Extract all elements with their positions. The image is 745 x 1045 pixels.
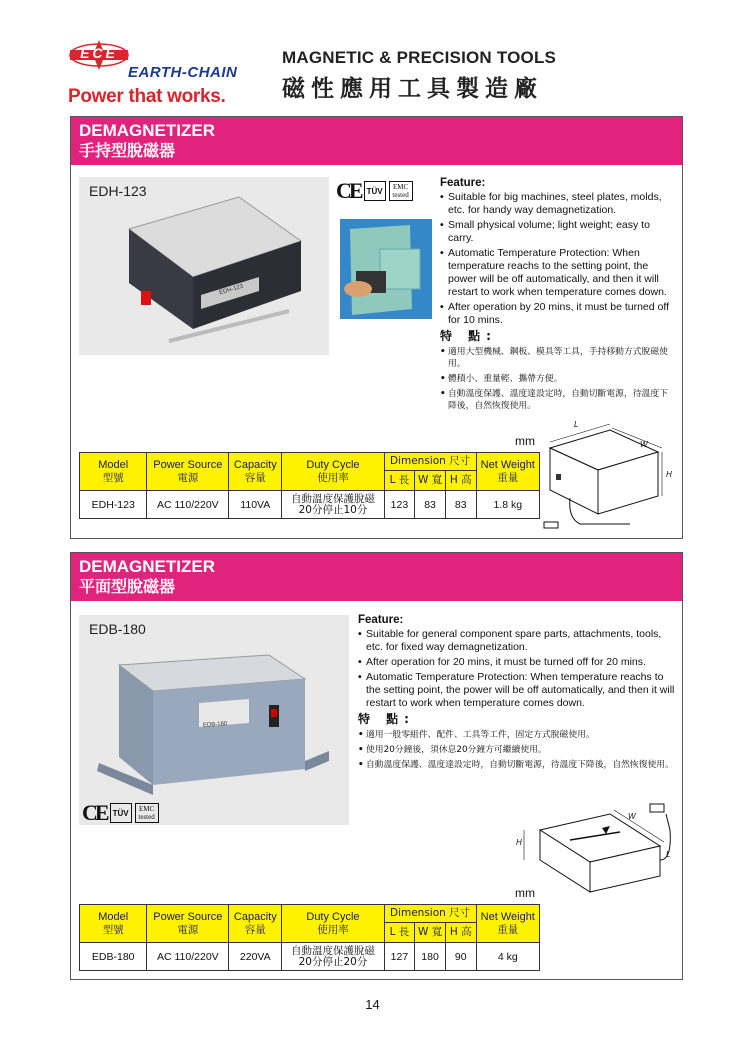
- cell-l: 127: [384, 943, 415, 971]
- cell-h: 83: [445, 491, 476, 519]
- feature-list-edh-123: [440, 177, 676, 415]
- feature-list-edb-180: [358, 614, 680, 774]
- th-model: Model 型號: [80, 905, 147, 943]
- th-model: Model 型號: [80, 453, 147, 491]
- feature-item-zh: • 適用大型機械、鋼板、模具等工具，手持移動方式脫磁使用。: [440, 346, 676, 370]
- th-duty: Duty Cycle 使用率: [282, 453, 384, 491]
- feature-item: • Automatic Temperature Protection: When temperature reachs to the setting point, the power will be off automatically, and then it will restart to work when temperature comes down.: [358, 671, 680, 710]
- th-dimension: Dimension 尺寸: [384, 453, 476, 471]
- logo-initials: ECE: [80, 45, 118, 61]
- cell-capacity: 220VA: [229, 943, 282, 971]
- certification-marks: [82, 800, 159, 826]
- cell-weight: 4 kg: [476, 943, 539, 971]
- unit-label: mm: [515, 434, 535, 448]
- feature-item-zh: • 使用20分鐘後，須休息20分鐘方可繼續使用。: [358, 744, 680, 756]
- th-dimension: Dimension 尺寸: [384, 905, 476, 923]
- dim-label-h: H: [516, 838, 522, 847]
- ce-mark-icon: CE: [82, 800, 107, 825]
- dimension-drawing-edb-180: [510, 800, 680, 900]
- section-title-zh: 平面型脫磁器: [79, 577, 176, 596]
- th-l: L 長: [384, 471, 415, 491]
- th-h: H 高: [445, 923, 476, 943]
- cell-duty: 自動溫度保護脫磁 20分停止10分: [282, 491, 384, 519]
- spec-table-edh-123: [79, 452, 540, 519]
- feature-heading-zh: 特 點:: [358, 712, 415, 726]
- photo-label: EDB-180: [89, 621, 146, 637]
- brand-name: EARTH-CHAIN: [128, 64, 238, 81]
- spec-table-edb-180: [79, 904, 540, 971]
- th-h: H 高: [445, 471, 476, 491]
- feature-item: • Small physical volume; light weight; easy to carry.: [440, 219, 676, 245]
- th-weight: Net Weight 重量: [476, 905, 539, 943]
- dim-label-l: L: [574, 420, 579, 429]
- th-power: Power Source 電源: [147, 905, 229, 943]
- feature-item: • Automatic Temperature Protection: When temperature reachs to the setting point, the power will be off automatically, and then it will restart to work when temperature comes down.: [440, 247, 676, 299]
- feature-item-zh: • 自動溫度保護、溫度達設定時，自動切斷電源，待溫度下降後，自然恢復使用。: [440, 388, 676, 412]
- cell-model: EDB-180: [80, 943, 147, 971]
- tuv-mark-icon: TÜV: [110, 803, 132, 823]
- product-photo-edh-123: [79, 177, 329, 355]
- section-header: [71, 117, 682, 165]
- feature-heading-zh: 特 點:: [440, 329, 497, 343]
- emc-mark-icon: EMC tested: [389, 181, 413, 201]
- dim-label-w: W: [628, 812, 636, 821]
- th-weight: Net Weight 重量: [476, 453, 539, 491]
- dimension-drawing-edh-123: [540, 418, 678, 538]
- feature-item: • Suitable for big machines, steel plates, molds, etc. for handy way demagnetization.: [440, 191, 676, 217]
- cell-duty: 自動溫度保護脫磁 20分停止20分: [282, 943, 384, 971]
- product-plate: EDH-123: [218, 283, 245, 297]
- th-capacity: Capacity 容量: [229, 453, 282, 491]
- page-number: 14: [365, 997, 380, 1012]
- product-photo-edb-180: [79, 615, 349, 825]
- cell-l: 123: [384, 491, 415, 519]
- product-plate: EDB-180: [202, 721, 228, 729]
- feature-heading: Feature:: [440, 177, 486, 189]
- th-w: W 寬: [415, 471, 446, 491]
- th-power: Power Source 電源: [147, 453, 229, 491]
- th-w: W 寬: [415, 923, 446, 943]
- feature-item-zh: • 適用一般零組件、配件、工具等工件，固定方式脫磁使用。: [358, 729, 680, 741]
- dim-label-w: W: [640, 440, 648, 449]
- photo-label: EDH-123: [89, 183, 147, 199]
- feature-item: • Suitable for general component spare parts, attachments, tools, etc. for fixed way demagnetization.: [358, 628, 680, 654]
- th-l: L 長: [384, 923, 415, 943]
- dim-label-h: H: [666, 470, 672, 479]
- dim-label-l: L: [666, 850, 671, 859]
- section-header: [71, 553, 682, 601]
- cell-weight: 1.8 kg: [476, 491, 539, 519]
- cell-h: 90: [445, 943, 476, 971]
- cell-capacity: 110VA: [229, 491, 282, 519]
- section-title-en: DEMAGNETIZER: [79, 121, 215, 140]
- cell-w: 83: [415, 491, 446, 519]
- cell-power: AC 110/220V: [147, 943, 229, 971]
- cell-w: 180: [415, 943, 446, 971]
- th-capacity: Capacity 容量: [229, 905, 282, 943]
- section-title-en: DEMAGNETIZER: [79, 557, 215, 576]
- th-duty: Duty Cycle 使用率: [282, 905, 384, 943]
- cell-power: AC 110/220V: [147, 491, 229, 519]
- feature-item-zh: • 自動溫度保護、溫度達設定時，自動切斷電源，待溫度下降後，自然恢復使用。: [358, 759, 680, 771]
- unit-label: mm: [515, 886, 535, 900]
- brand-slogan: Power that works.: [68, 86, 226, 107]
- company-logo: [68, 38, 130, 72]
- certification-marks: [336, 178, 413, 204]
- feature-heading: Feature:: [358, 614, 404, 626]
- feature-item: • After operation by 20 mins, it must be turned off for 10 mins.: [440, 301, 676, 327]
- header-title-en: MAGNETIC & PRECISION TOOLS: [282, 48, 557, 67]
- usage-photo: [340, 219, 432, 319]
- feature-item: • After operation for 20 mins, it must be turned off for 20 mins.: [358, 656, 680, 669]
- header-title-zh: 磁性應用工具製造廠: [282, 76, 543, 102]
- feature-item-zh: • 體積小、重量輕、攜帶方便。: [440, 373, 676, 385]
- emc-mark-icon: EMC tested: [135, 803, 159, 823]
- cell-model: EDH-123: [80, 491, 147, 519]
- tuv-mark-icon: TÜV: [364, 181, 386, 201]
- ce-mark-icon: CE: [336, 178, 361, 203]
- section-title-zh: 手持型脫磁器: [79, 141, 176, 160]
